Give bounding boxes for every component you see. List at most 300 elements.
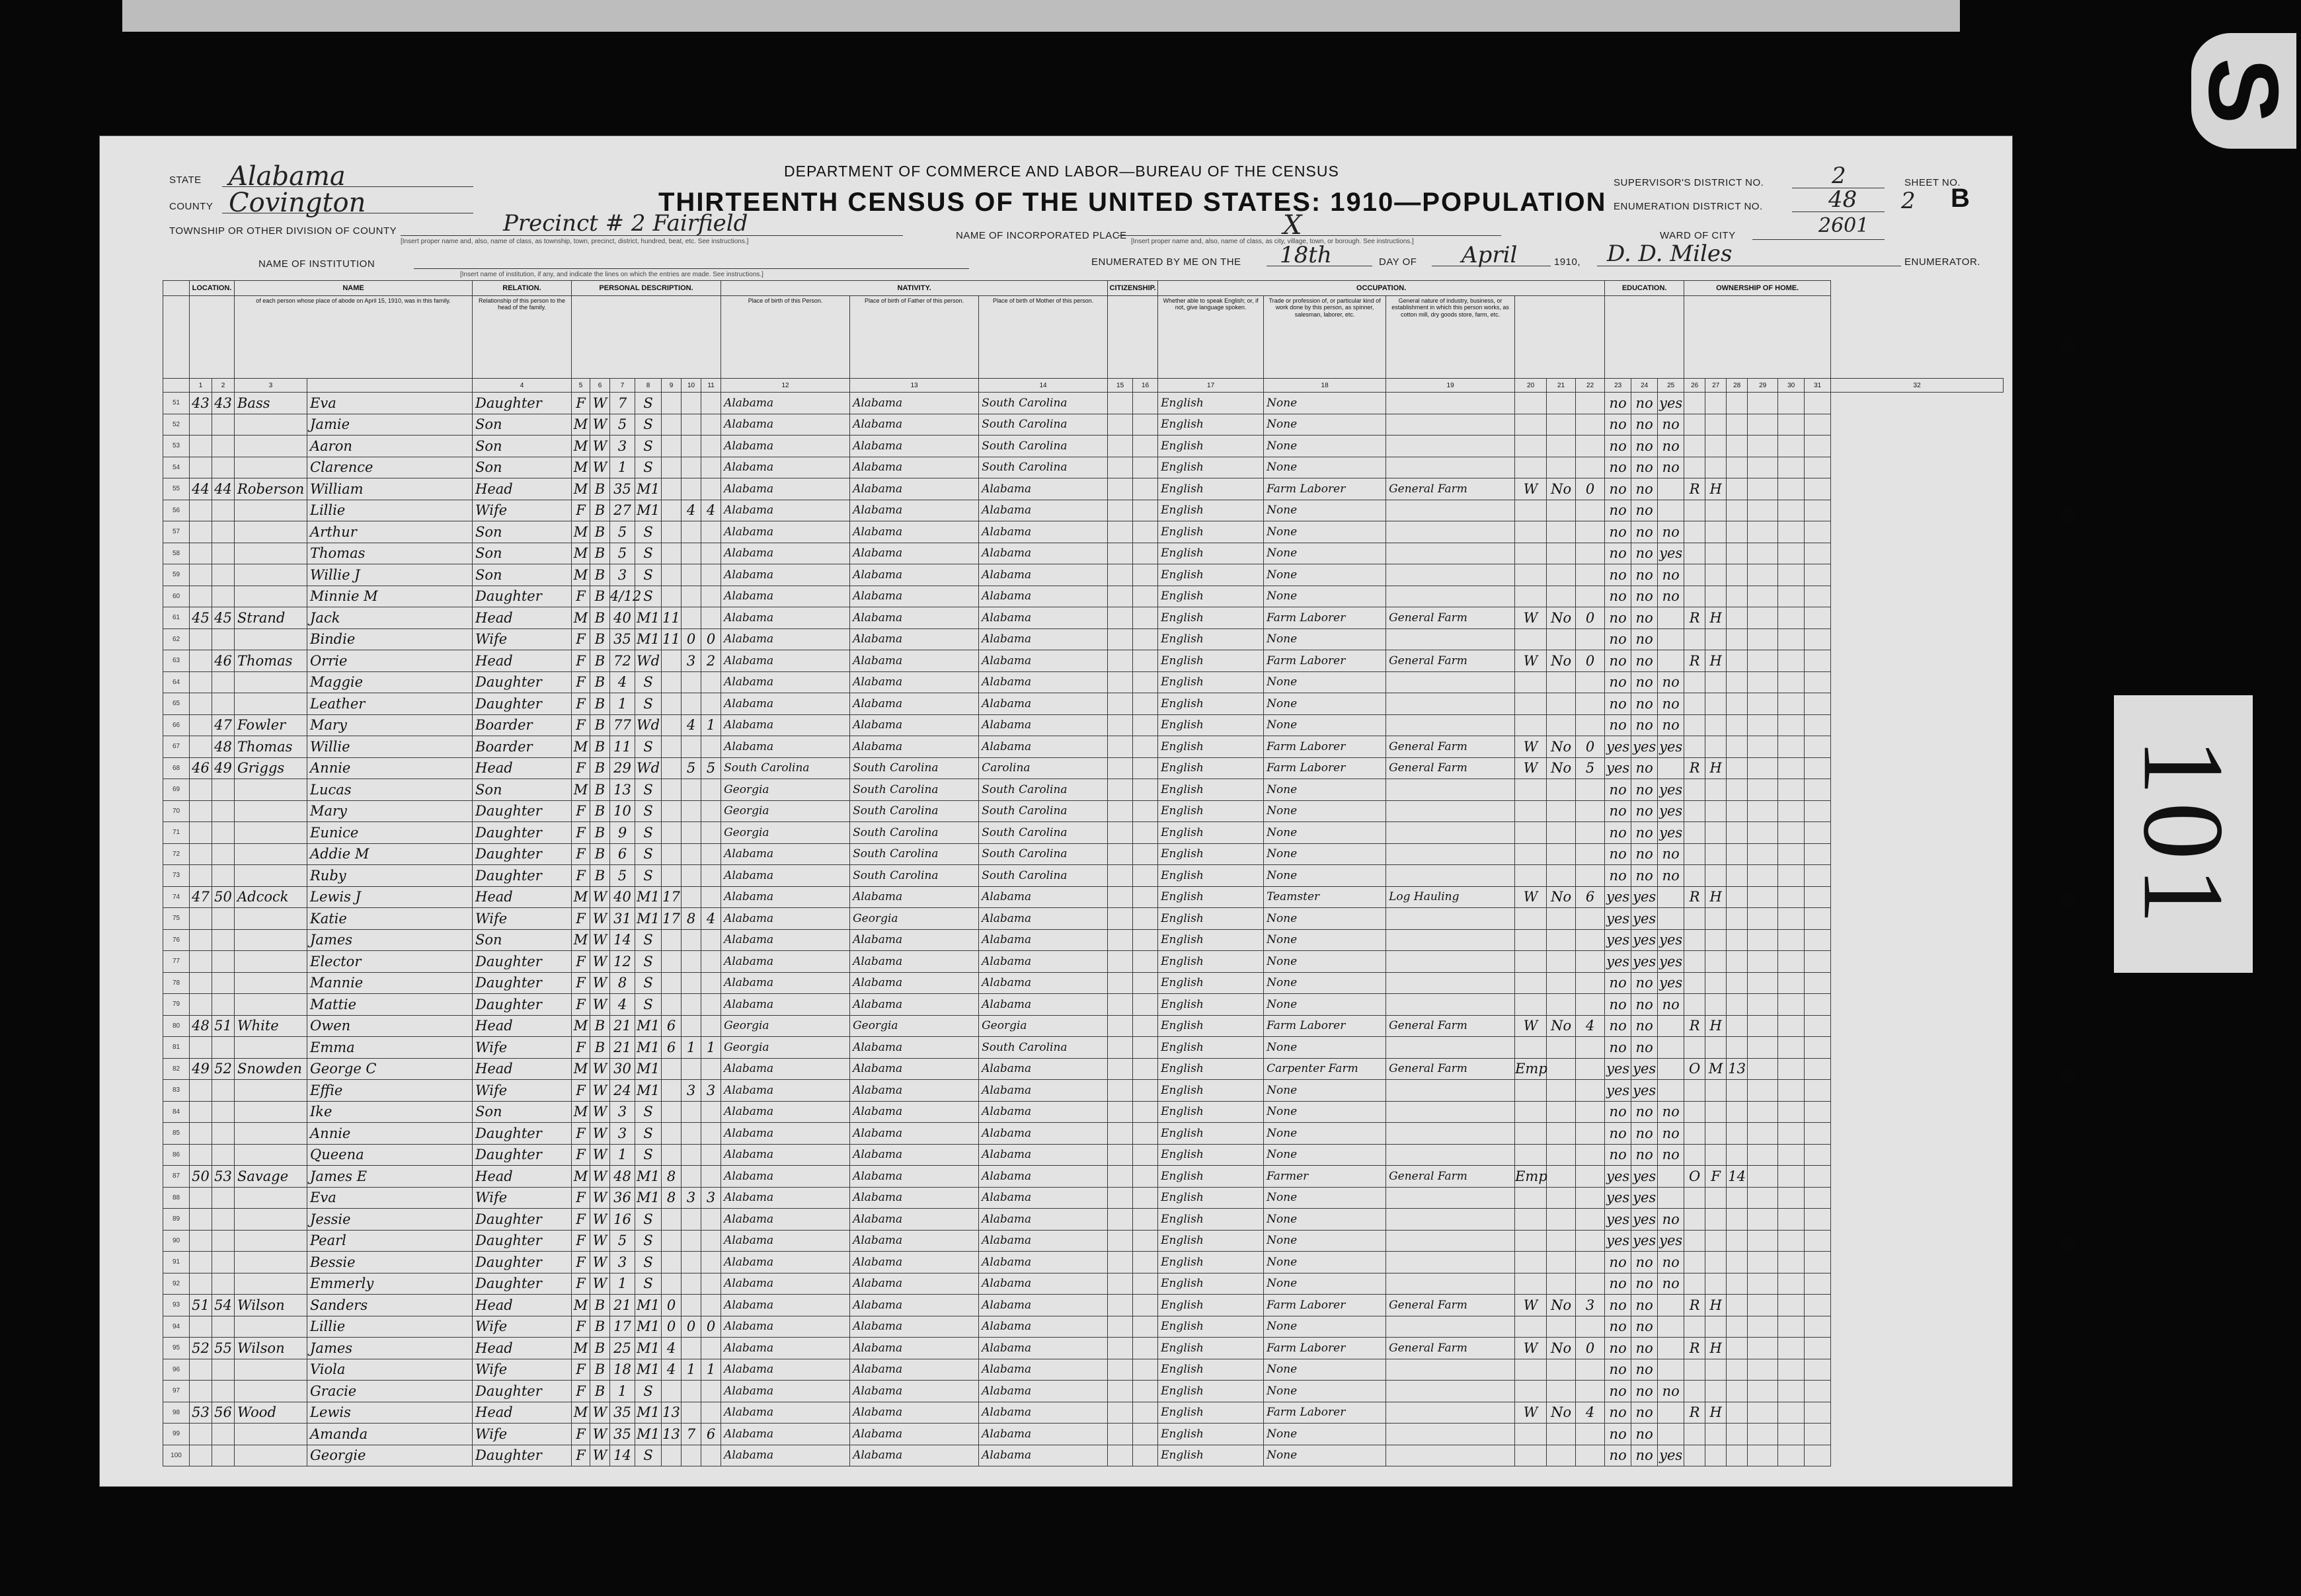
sex-cell: F [572, 628, 590, 650]
age-cell: 21 [610, 1037, 635, 1059]
punch-hole [2059, 1067, 2076, 1084]
farm-schedule-cell [1727, 414, 1748, 436]
race-cell: B [590, 650, 610, 672]
column-number [307, 379, 473, 393]
industry-cell: General Farm [1386, 757, 1515, 779]
blank-col-cell [1805, 457, 1831, 478]
farm-schedule-cell [1727, 650, 1748, 672]
birthplace-cell: Alabama [721, 436, 850, 457]
mother-birthplace-cell: Georgia [979, 1015, 1108, 1037]
weeks-out-cell: 3 [1576, 1295, 1605, 1316]
industry-cell [1386, 543, 1515, 564]
birthplace-cell: Alabama [721, 1402, 850, 1424]
employment-class-cell [1515, 457, 1547, 478]
birthplace-cell: Georgia [721, 1015, 850, 1037]
years-married-cell: 17 [662, 886, 682, 908]
marital-status-cell: M1 [635, 607, 662, 629]
blank-col-cell [1778, 951, 1805, 973]
years-married-cell: 6 [662, 1015, 682, 1037]
blank-col-cell [1805, 736, 1831, 758]
language-cell: English [1158, 1209, 1264, 1231]
language-cell: English [1158, 671, 1264, 693]
trade-cell: Carpenter Farm [1264, 1058, 1386, 1080]
line-number-cell: 55 [163, 478, 190, 500]
race-cell: B [590, 1295, 610, 1316]
farm-schedule-cell [1727, 1080, 1748, 1102]
naturalization-cell [1133, 1295, 1158, 1316]
birthplace-cell: Alabama [721, 1338, 850, 1359]
sex-cell: M [572, 607, 590, 629]
race-cell: W [590, 1144, 610, 1166]
mother-birthplace-cell: Alabama [979, 543, 1108, 564]
sex-cell: F [572, 1209, 590, 1231]
weeks-out-cell: 0 [1576, 736, 1605, 758]
immigration-year-cell [1108, 865, 1133, 887]
out-of-work-cell: No [1547, 1295, 1576, 1316]
relation-cell: Daughter [473, 1209, 572, 1231]
naturalization-cell [1133, 1101, 1158, 1123]
attended-school-cell: no [1658, 1252, 1684, 1273]
birthplace-cell: Alabama [721, 564, 850, 586]
language-cell: English [1158, 1080, 1264, 1102]
group-relation: RELATION. [473, 281, 572, 296]
blank-col-cell [1778, 972, 1805, 994]
language-cell: English [1158, 564, 1264, 586]
blank-col-cell [1778, 478, 1805, 500]
blank-col-cell [1778, 543, 1805, 564]
sex-cell: M [572, 1058, 590, 1080]
can-read-cell: no [1605, 1252, 1631, 1273]
employment-class-cell: Emp [1515, 1058, 1547, 1080]
years-married-cell [662, 1080, 682, 1102]
immigration-year-cell [1108, 1381, 1133, 1402]
free-mortgaged-cell [1705, 736, 1727, 758]
family-number-cell [212, 628, 235, 650]
ownership-sub [1684, 296, 1831, 379]
family-number-cell [212, 564, 235, 586]
father-birthplace-cell: Alabama [850, 1338, 979, 1359]
relation-cell: Head [473, 757, 572, 779]
census-row [163, 1295, 2004, 1316]
location-sub [190, 296, 235, 379]
blank-col-cell [1748, 543, 1778, 564]
farm-schedule-cell [1727, 714, 1748, 736]
mother-birthplace-cell: Alabama [979, 521, 1108, 543]
dwelling-number-cell: 48 [190, 1015, 212, 1037]
farm-schedule-cell [1727, 586, 1748, 607]
industry-cell [1386, 414, 1515, 436]
employment-class-cell: W [1515, 650, 1547, 672]
employment-class-cell [1515, 693, 1547, 715]
relation-cell: Head [473, 1166, 572, 1188]
surname-cell [235, 1273, 307, 1295]
out-of-work-cell [1547, 843, 1576, 865]
free-mortgaged-cell [1705, 1252, 1727, 1273]
blank-col-cell [1778, 521, 1805, 543]
blank-col-cell [1748, 843, 1778, 865]
naturalization-cell [1133, 1123, 1158, 1145]
relation-cell: Son [473, 1101, 572, 1123]
line-number-cell: 96 [163, 1359, 190, 1381]
naturalization-cell [1133, 607, 1158, 629]
industry-cell [1386, 1187, 1515, 1209]
line-number-cell: 82 [163, 1058, 190, 1080]
relation-cell: Daughter [473, 800, 572, 822]
relation-cell: Daughter [473, 822, 572, 844]
birthplace-cell: Alabama [721, 929, 850, 951]
column-number: 6 [590, 379, 610, 393]
weeks-out-cell [1576, 1230, 1605, 1252]
given-name-cell: Owen [307, 1015, 473, 1037]
trade-cell: None [1264, 671, 1386, 693]
trade-cell: None [1264, 1101, 1386, 1123]
race-cell: B [590, 500, 610, 521]
census-row [163, 1316, 2004, 1338]
attended-school-cell: no [1658, 1144, 1684, 1166]
out-of-work-cell [1547, 951, 1576, 973]
owned-rented-cell: O [1684, 1058, 1705, 1080]
race-cell: B [590, 607, 610, 629]
industry-cell [1386, 436, 1515, 457]
industry-cell [1386, 1402, 1515, 1424]
given-name-cell: Arthur [307, 521, 473, 543]
naturalization-cell [1133, 671, 1158, 693]
blank-col-cell [1805, 843, 1831, 865]
father-birthplace-cell: Alabama [850, 693, 979, 715]
industry-cell [1386, 457, 1515, 478]
industry-cell [1386, 1144, 1515, 1166]
mother-birthplace-cell: Alabama [979, 500, 1108, 521]
line-number-cell: 58 [163, 543, 190, 564]
language-cell: English [1158, 779, 1264, 801]
language-cell: English [1158, 951, 1264, 973]
attended-school-cell: no [1658, 693, 1684, 715]
naturalization-cell [1133, 886, 1158, 908]
immigration-year-cell [1108, 564, 1133, 586]
relation-cell: Head [473, 886, 572, 908]
years-married-cell: 0 [662, 1316, 682, 1338]
industry-header: General nature of industry, business, or establishment in which this person works, as cotton mill, dry goods store, farm, etc. [1386, 296, 1515, 379]
marital-status-cell: M1 [635, 1015, 662, 1037]
column-number: 17 [1158, 379, 1264, 393]
line-number-cell: 52 [163, 414, 190, 436]
industry-cell [1386, 1381, 1515, 1402]
line-number-cell: 56 [163, 500, 190, 521]
years-married-cell [662, 757, 682, 779]
ward-line [1752, 239, 1885, 240]
can-read-cell: no [1605, 1338, 1631, 1359]
dwelling-number-cell [190, 1209, 212, 1231]
given-name-cell: James [307, 1338, 473, 1359]
father-birthplace-cell: Alabama [850, 543, 979, 564]
can-write-cell: no [1631, 543, 1658, 564]
dwelling-number-cell [190, 822, 212, 844]
attended-school-cell: no [1658, 586, 1684, 607]
line-number-cell: 90 [163, 1230, 190, 1252]
years-married-cell [662, 994, 682, 1016]
marital-status-cell: S [635, 457, 662, 478]
family-number-cell [212, 1316, 235, 1338]
birthplace-cell: Alabama [721, 1144, 850, 1166]
marital-status-cell: Wd [635, 650, 662, 672]
can-write-cell: no [1631, 628, 1658, 650]
out-of-work-cell [1547, 1316, 1576, 1338]
age-cell: 1 [610, 1381, 635, 1402]
years-married-cell: 17 [662, 908, 682, 930]
can-write-cell: no [1631, 414, 1658, 436]
blank-col-cell [1778, 1058, 1805, 1080]
surname-cell [235, 457, 307, 478]
farm-schedule-cell [1727, 886, 1748, 908]
attended-school-cell: no [1658, 457, 1684, 478]
can-read-cell: yes [1605, 1080, 1631, 1102]
weeks-out-cell: 5 [1576, 757, 1605, 779]
naturalization-cell [1133, 1381, 1158, 1402]
race-cell: W [590, 886, 610, 908]
naturalization-cell [1133, 1402, 1158, 1424]
race-cell: W [590, 1424, 610, 1445]
years-married-cell [662, 436, 682, 457]
free-mortgaged-cell [1705, 628, 1727, 650]
marital-status-cell: M1 [635, 1166, 662, 1188]
naturalization-cell [1133, 1166, 1158, 1188]
free-mortgaged-cell [1705, 393, 1727, 414]
relation-cell: Wife [473, 1424, 572, 1445]
census-body [163, 393, 2004, 1466]
blank-col-cell [1805, 779, 1831, 801]
trade-cell: None [1264, 779, 1386, 801]
can-write-cell: no [1631, 1015, 1658, 1037]
surname-cell [235, 865, 307, 887]
language-cell: English [1158, 1338, 1264, 1359]
blank-col-cell [1748, 1424, 1778, 1445]
children-living-cell [701, 1252, 721, 1273]
attended-school-cell: yes [1658, 1230, 1684, 1252]
blank-col-cell [1805, 521, 1831, 543]
industry-cell: General Farm [1386, 1058, 1515, 1080]
given-name-cell: Annie [307, 1123, 473, 1145]
column-number: 11 [701, 379, 721, 393]
age-cell: 8 [610, 972, 635, 994]
out-of-work-cell: No [1547, 478, 1576, 500]
can-read-cell: no [1605, 500, 1631, 521]
out-of-work-cell [1547, 1123, 1576, 1145]
blank-col-cell [1805, 1316, 1831, 1338]
can-write-cell: no [1631, 994, 1658, 1016]
blank-col-cell [1805, 1187, 1831, 1209]
years-married-cell [662, 1445, 682, 1466]
enum-district-label: ENUMERATION DISTRICT NO. [1614, 201, 1763, 212]
employment-class-cell [1515, 1144, 1547, 1166]
mother-birthplace-cell: Alabama [979, 1101, 1108, 1123]
immigration-year-cell [1108, 1273, 1133, 1295]
given-name-cell: Sanders [307, 1295, 473, 1316]
free-mortgaged-cell: H [1705, 478, 1727, 500]
attended-school-cell [1658, 886, 1684, 908]
blank-col-cell [1778, 393, 1805, 414]
weeks-out-cell: 0 [1576, 1338, 1605, 1359]
owned-rented-cell [1684, 414, 1705, 436]
blank-col-cell [1778, 714, 1805, 736]
owned-rented-cell: R [1684, 1295, 1705, 1316]
children-living-cell: 1 [701, 1359, 721, 1381]
dwelling-number-cell [190, 736, 212, 758]
mother-birthplace-cell: Alabama [979, 714, 1108, 736]
given-name-cell: Amanda [307, 1424, 473, 1445]
blank-col-cell [1748, 586, 1778, 607]
children-living-cell [701, 564, 721, 586]
sex-cell: M [572, 478, 590, 500]
years-married-cell: 11 [662, 628, 682, 650]
age-cell: 3 [610, 1252, 635, 1273]
employment-class-cell: W [1515, 1402, 1547, 1424]
industry-cell [1386, 671, 1515, 693]
relation-cell: Daughter [473, 1273, 572, 1295]
can-write-cell: no [1631, 1381, 1658, 1402]
sex-cell: F [572, 500, 590, 521]
relation-cell: Head [473, 1058, 572, 1080]
father-birthplace-cell: Alabama [850, 994, 979, 1016]
children-born-cell [682, 972, 701, 994]
race-cell: W [590, 1187, 610, 1209]
free-mortgaged-cell [1705, 1381, 1727, 1402]
blank-col-cell [1778, 1209, 1805, 1231]
line-number-cell: 95 [163, 1338, 190, 1359]
language-cell: English [1158, 1402, 1264, 1424]
column-number: 21 [1547, 379, 1576, 393]
owned-rented-cell [1684, 1252, 1705, 1273]
children-born-cell [682, 671, 701, 693]
out-of-work-cell [1547, 908, 1576, 930]
language-cell: English [1158, 1037, 1264, 1059]
children-living-cell [701, 521, 721, 543]
years-married-cell [662, 671, 682, 693]
employment-class-cell: W [1515, 757, 1547, 779]
naturalization-cell [1133, 1144, 1158, 1166]
dwelling-number-cell [190, 994, 212, 1016]
free-mortgaged-cell: H [1705, 650, 1727, 672]
line-number-cell: 81 [163, 1037, 190, 1059]
immigration-year-cell [1108, 951, 1133, 973]
free-mortgaged-cell [1705, 1187, 1727, 1209]
dwelling-number-cell [190, 543, 212, 564]
trade-cell: Farm Laborer [1264, 650, 1386, 672]
blank-col-cell [1748, 1166, 1778, 1188]
out-of-work-cell [1547, 1187, 1576, 1209]
trade-cell: None [1264, 1187, 1386, 1209]
can-read-cell: no [1605, 1144, 1631, 1166]
free-mortgaged-cell [1705, 843, 1727, 865]
surname-cell [235, 628, 307, 650]
years-married-cell [662, 951, 682, 973]
dwelling-number-cell [190, 1187, 212, 1209]
owned-rented-cell [1684, 628, 1705, 650]
naturalization-cell [1133, 736, 1158, 758]
age-cell: 13 [610, 779, 635, 801]
children-living-cell [701, 929, 721, 951]
surname-cell [235, 1123, 307, 1145]
industry-cell: General Farm [1386, 1015, 1515, 1037]
blank-col-cell [1748, 628, 1778, 650]
out-of-work-cell: No [1547, 757, 1576, 779]
immigration-year-cell [1108, 822, 1133, 844]
relation-cell: Son [473, 929, 572, 951]
employment-class-cell [1515, 929, 1547, 951]
children-born-cell [682, 1295, 701, 1316]
attended-school-cell [1658, 757, 1684, 779]
weeks-out-cell [1576, 543, 1605, 564]
blank-col-cell [1805, 628, 1831, 650]
line-number-cell: 91 [163, 1252, 190, 1273]
blank-col-cell [1778, 757, 1805, 779]
relation-cell: Wife [473, 1037, 572, 1059]
township-label: TOWNSHIP OR OTHER DIVISION OF COUNTY [169, 225, 397, 237]
can-write-cell: no [1631, 1252, 1658, 1273]
owned-rented-cell [1684, 393, 1705, 414]
trade-cell: Teamster [1264, 886, 1386, 908]
can-read-cell: no [1605, 414, 1631, 436]
farm-schedule-cell [1727, 865, 1748, 887]
given-name-cell: Eva [307, 393, 473, 414]
line-number-cell: 67 [163, 736, 190, 758]
sex-cell: F [572, 757, 590, 779]
mother-birthplace-cell: Alabama [979, 1381, 1108, 1402]
attended-school-cell: no [1658, 865, 1684, 887]
free-mortgaged-cell [1705, 994, 1727, 1016]
farm-schedule-cell [1727, 1209, 1748, 1231]
race-cell: W [590, 908, 610, 930]
line-number-cell: 84 [163, 1101, 190, 1123]
blank-col-cell [1778, 586, 1805, 607]
children-living-cell [701, 1209, 721, 1231]
given-name-cell: Mattie [307, 994, 473, 1016]
relation-cell: Daughter [473, 671, 572, 693]
mother-birthplace-cell: Alabama [979, 886, 1108, 908]
out-of-work-cell [1547, 800, 1576, 822]
blank-col-cell [1778, 1101, 1805, 1123]
blank-col-cell [1805, 607, 1831, 629]
census-row [163, 1058, 2004, 1080]
mother-birthplace-cell: Alabama [979, 1230, 1108, 1252]
farm-schedule-cell [1727, 1230, 1748, 1252]
naturalization-cell [1133, 457, 1158, 478]
owned-rented-cell [1684, 929, 1705, 951]
given-name-cell: Aaron [307, 436, 473, 457]
can-write-cell: yes [1631, 1230, 1658, 1252]
family-number-cell: 54 [212, 1295, 235, 1316]
surname-cell [235, 1424, 307, 1445]
blank-col-cell [1805, 1015, 1831, 1037]
relation-cell: Boarder [473, 736, 572, 758]
blank-col-cell [1805, 972, 1831, 994]
dwelling-number-cell: 44 [190, 478, 212, 500]
sex-cell: F [572, 1316, 590, 1338]
surname-cell [235, 1187, 307, 1209]
blank-col-cell [1805, 886, 1831, 908]
line-number-cell: 69 [163, 779, 190, 801]
immigration-year-cell [1108, 1445, 1133, 1466]
birthplace-cell: Alabama [721, 478, 850, 500]
children-living-cell [701, 543, 721, 564]
weeks-out-cell [1576, 1123, 1605, 1145]
father-birthplace-cell: Alabama [850, 1080, 979, 1102]
naturalization-cell [1133, 1338, 1158, 1359]
relation-cell: Daughter [473, 693, 572, 715]
can-read-cell: no [1605, 564, 1631, 586]
mother-birthplace-cell: Alabama [979, 1445, 1108, 1466]
age-cell: 25 [610, 1338, 635, 1359]
years-married-cell [662, 478, 682, 500]
